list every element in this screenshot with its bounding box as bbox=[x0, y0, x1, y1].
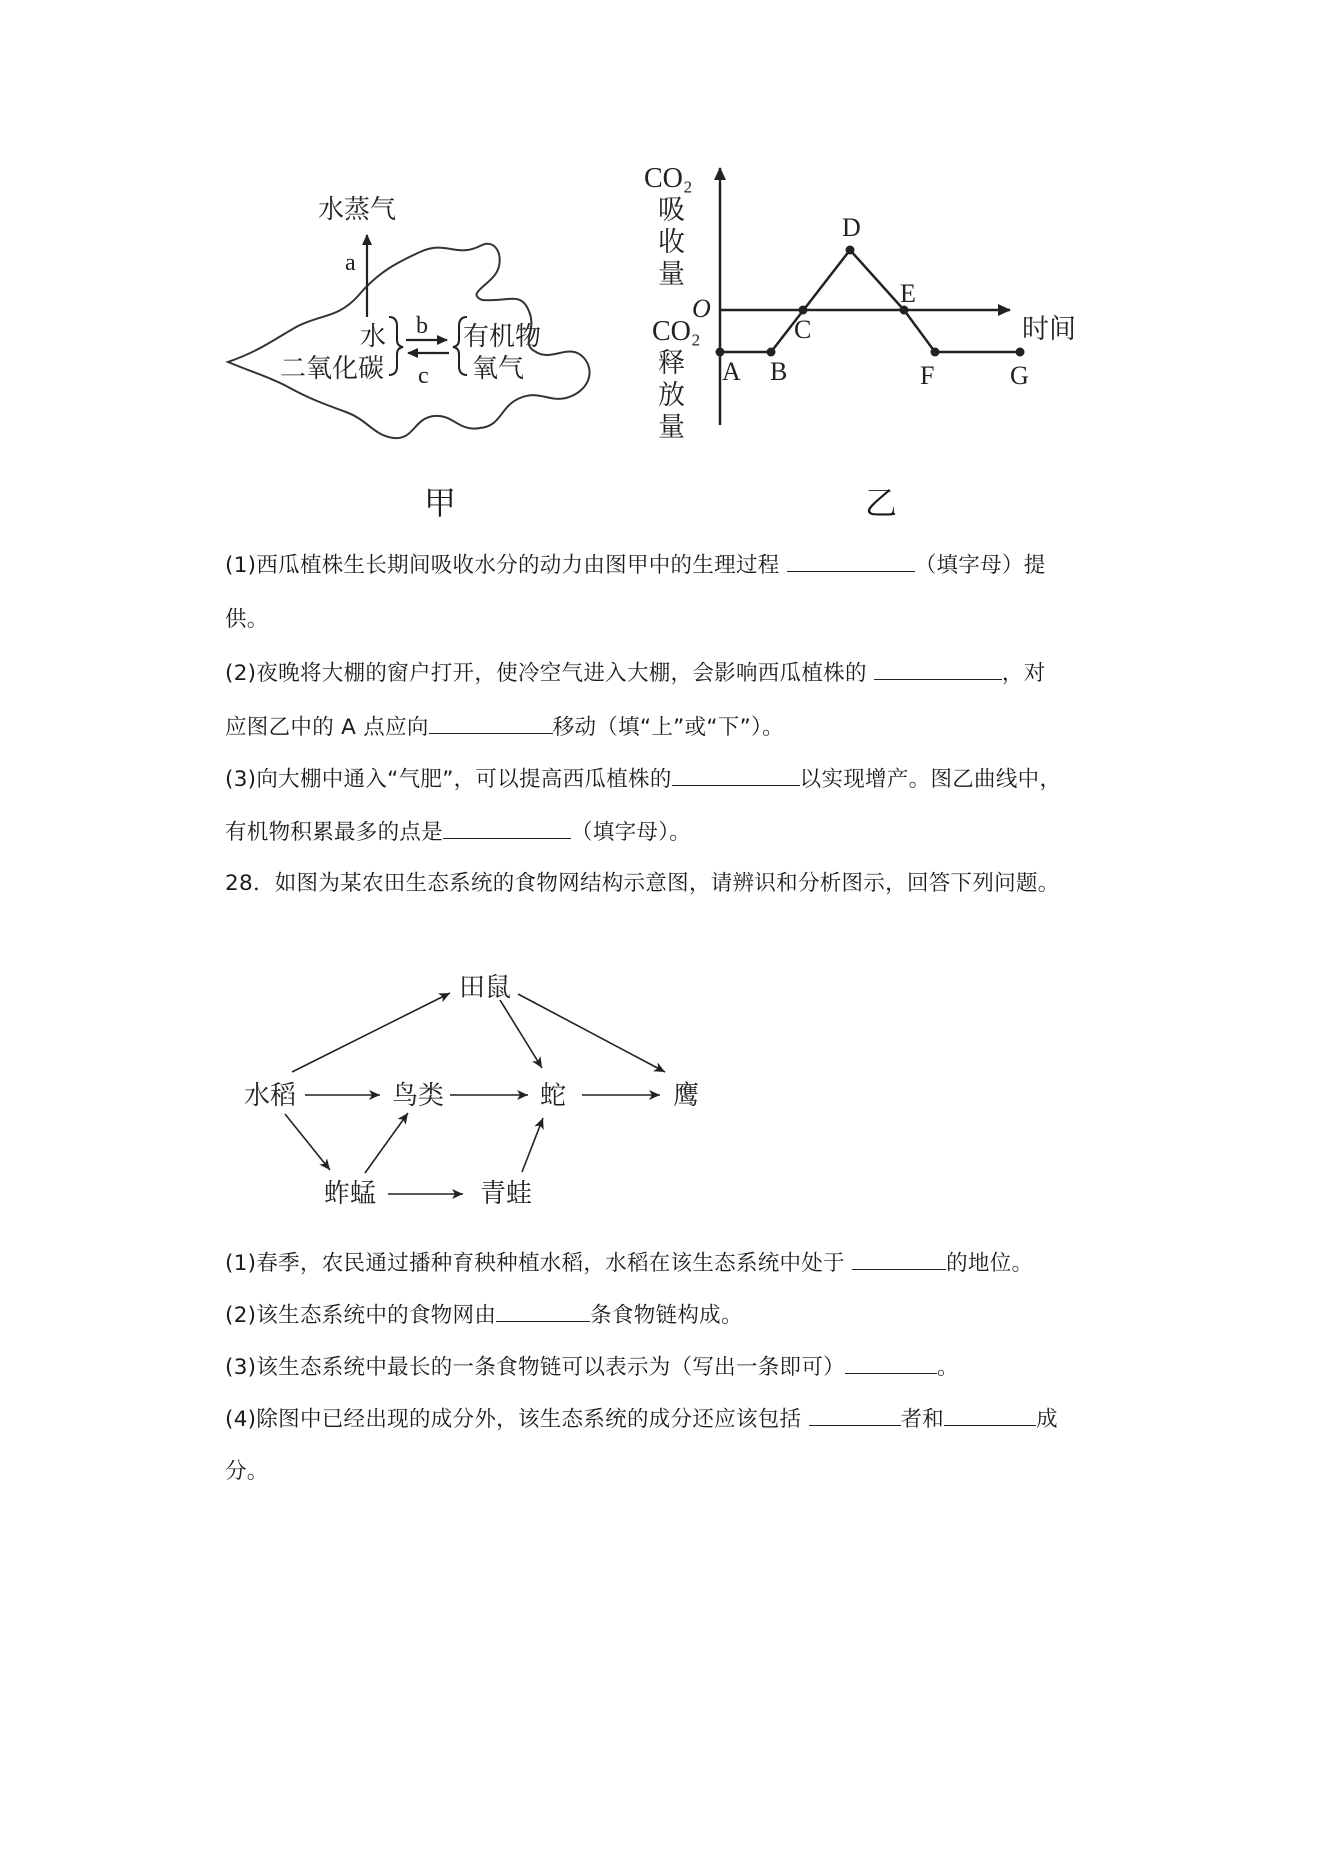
co2-graph bbox=[0, 0, 1323, 560]
carbon-dioxide-label: 二氧化碳 bbox=[280, 354, 385, 384]
arrow-grasshopper-bird bbox=[365, 1113, 408, 1173]
arrow-rice-grasshopper bbox=[285, 1114, 330, 1170]
q28-blank-1[interactable] bbox=[852, 1248, 946, 1271]
y-bottom-label-2: 释 bbox=[658, 348, 685, 379]
point-f bbox=[931, 348, 940, 357]
q27-part1: (1)西瓜植株生长期间吸收水分的动力由图甲中的生理过程 （填字母）提 bbox=[225, 548, 1046, 579]
q28-blank-5[interactable] bbox=[944, 1404, 1036, 1427]
q27-blank-1[interactable] bbox=[787, 550, 915, 573]
point-a bbox=[716, 348, 725, 357]
oxygen-label: 氧气 bbox=[472, 354, 525, 384]
process-b-label: b bbox=[416, 313, 428, 339]
node-bird: 鸟类 bbox=[392, 1081, 445, 1111]
organic-matter-label: 有机物 bbox=[463, 322, 542, 352]
q27-part2: (2)夜晚将大棚的窗户打开，使冷空气进入大棚，会影响西瓜植株的 ，对 bbox=[225, 656, 1046, 687]
q28-blank-3[interactable] bbox=[845, 1352, 937, 1375]
q27-blank-5[interactable] bbox=[443, 817, 571, 840]
point-d-label: D bbox=[842, 213, 861, 242]
node-eagle: 鹰 bbox=[673, 1081, 700, 1111]
point-c-label: C bbox=[794, 315, 812, 344]
co2-curve bbox=[720, 250, 1020, 352]
q27-blank-2[interactable] bbox=[874, 658, 1002, 681]
q28-part3: (3)该生态系统中最长的一条食物链可以表示为（写出一条即可） 。 bbox=[225, 1350, 959, 1381]
point-b-label: B bbox=[770, 357, 788, 386]
q28-part4: (4)除图中已经出现的成分外，该生态系统的成分还应该包括 者和 成 bbox=[225, 1402, 1058, 1433]
node-frog: 青蛙 bbox=[480, 1179, 533, 1209]
point-c bbox=[799, 306, 808, 315]
y-bottom-label-3: 放 bbox=[658, 380, 685, 411]
y-top-label-2: 吸 bbox=[658, 195, 685, 226]
node-grasshopper: 蚱蜢 bbox=[324, 1179, 377, 1209]
q27-blank-3[interactable] bbox=[429, 712, 553, 735]
figure-caption-jia: 甲 bbox=[424, 484, 457, 522]
q27-part3-cont: 有机物积累最多的点是 （填字母）。 bbox=[225, 815, 691, 846]
point-e-label: E bbox=[900, 279, 916, 308]
x-axis-label: 时间 bbox=[1022, 314, 1076, 345]
node-rice: 水稻 bbox=[244, 1081, 297, 1111]
origin-label: O bbox=[692, 294, 711, 323]
q28-part1: (1)春季，农民通过播种育秧种植水稻，水稻在该生态系统中处于 的地位。 bbox=[225, 1246, 1033, 1277]
process-a-label: a bbox=[345, 250, 356, 276]
y-top-label-4: 量 bbox=[658, 259, 685, 290]
q28-stem: 28．如图为某农田生态系统的食物网结构示意图，请辨识和分析图示，回答下列问题。 bbox=[225, 871, 1060, 896]
q27-part2-cont: 应图乙中的 A 点应向 移动（填“上”或“下”）。 bbox=[225, 710, 784, 741]
arrow-mouse-eagle bbox=[518, 994, 665, 1072]
point-a-label: A bbox=[722, 357, 741, 386]
point-d bbox=[846, 246, 855, 255]
q28-part4-cont: 分。 bbox=[225, 1459, 269, 1484]
process-c-label: c bbox=[418, 363, 429, 389]
water-label: 水 bbox=[360, 322, 387, 352]
y-top-label-1: CO₂ bbox=[644, 163, 693, 194]
q27-part1-cont: 供。 bbox=[225, 607, 269, 632]
q28-blank-2[interactable] bbox=[496, 1300, 590, 1323]
y-top-label-3: 收 bbox=[658, 227, 685, 258]
water-vapor-label: 水蒸气 bbox=[318, 195, 397, 225]
arrow-frog-snake bbox=[522, 1118, 543, 1172]
arrow-mouse-snake bbox=[500, 1000, 542, 1068]
node-mouse: 田鼠 bbox=[459, 973, 512, 1003]
q28-blank-4[interactable] bbox=[809, 1404, 901, 1427]
point-f-label: F bbox=[920, 361, 935, 390]
y-bottom-label-1: CO₂ bbox=[652, 316, 701, 347]
q27-part3: (3)向大棚中通入“气肥”，可以提高西瓜植株的 以实现增产。图乙曲线中， bbox=[225, 762, 1061, 793]
point-g bbox=[1016, 348, 1025, 357]
q27-blank-4[interactable] bbox=[672, 764, 800, 787]
q28-part2: (2)该生态系统中的食物网由 条食物链构成。 bbox=[225, 1298, 743, 1329]
node-snake: 蛇 bbox=[540, 1081, 567, 1111]
food-web-diagram bbox=[0, 950, 1323, 1220]
point-b bbox=[767, 348, 776, 357]
y-bottom-label-4: 量 bbox=[658, 412, 685, 443]
arrow-rice-mouse bbox=[292, 993, 450, 1072]
figure-caption-yi: 乙 bbox=[865, 484, 898, 522]
point-g-label: G bbox=[1010, 361, 1029, 390]
